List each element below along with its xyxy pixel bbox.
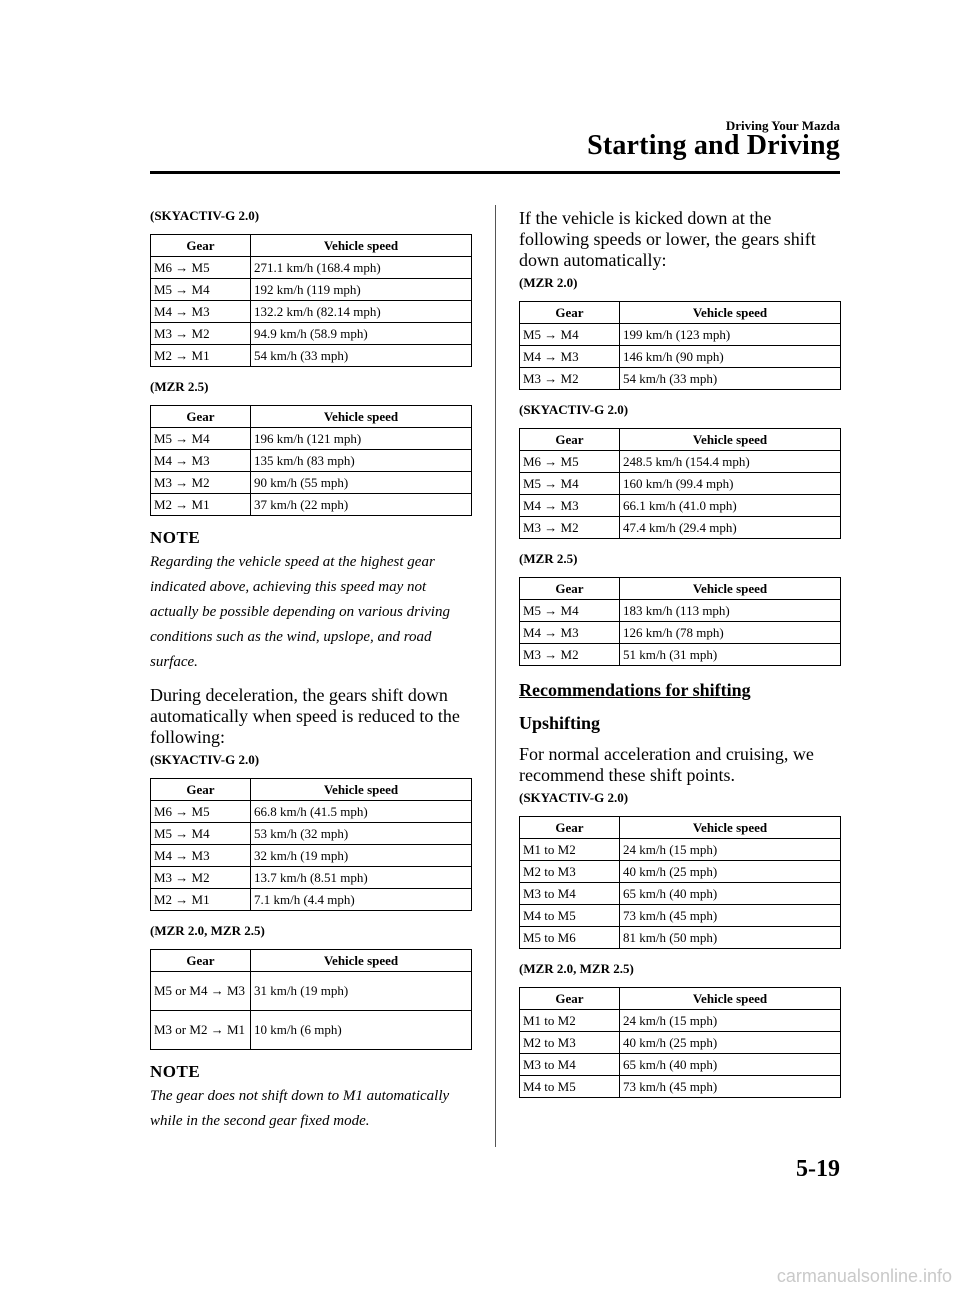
vehicle-speed-cell: 183 km/h (113 mph) bbox=[620, 600, 841, 622]
section-heading: Recommendations for shifting bbox=[519, 680, 751, 700]
table-label: (MZR 2.5) bbox=[519, 551, 578, 566]
gear-cell: M3 → M2 bbox=[520, 644, 620, 666]
gear-cell: M5 → M4 bbox=[151, 823, 251, 845]
gear-header: Gear bbox=[520, 817, 620, 839]
vehicle-speed-cell: 40 km/h (25 mph) bbox=[620, 1032, 841, 1054]
gear-cell: M3 to M4 bbox=[520, 1054, 620, 1076]
vehicle-speed-cell: 24 km/h (15 mph) bbox=[620, 839, 841, 861]
gear-cell: M4 to M5 bbox=[520, 905, 620, 927]
vehicle-speed-cell: 66.8 km/h (41.5 mph) bbox=[251, 801, 472, 823]
table-label: (MZR 2.5) bbox=[150, 379, 209, 394]
vehicle-speed-cell: 53 km/h (32 mph) bbox=[251, 823, 472, 845]
page-title: Starting and Driving bbox=[587, 130, 840, 161]
vehicle-speed-cell: 47.4 km/h (29.4 mph) bbox=[620, 517, 841, 539]
gear-cell: M5 → M4 bbox=[520, 600, 620, 622]
vehicle-speed-cell: 66.1 km/h (41.0 mph) bbox=[620, 495, 841, 517]
deceleration-text: During deceleration, the gears shift down automatically when speed is reduced to the following: bbox=[150, 685, 460, 747]
vehicle-speed-cell: 73 km/h (45 mph) bbox=[620, 1076, 841, 1098]
table-row bbox=[520, 883, 841, 905]
gear-cell: M6 → M5 bbox=[520, 451, 620, 473]
vehicle-speed-cell: 94.9 km/h (58.9 mph) bbox=[251, 323, 472, 345]
table-row bbox=[151, 845, 472, 867]
page-number: 5-19 bbox=[796, 1156, 840, 1182]
vehicle-speed-header: Vehicle speed bbox=[251, 406, 472, 428]
shift-speed-table bbox=[519, 301, 841, 390]
table-row bbox=[520, 346, 841, 368]
table-label: (SKYACTIV-G 2.0) bbox=[519, 402, 629, 417]
vehicle-speed-cell: 65 km/h (40 mph) bbox=[620, 1054, 841, 1076]
shift-speed-table bbox=[519, 577, 841, 666]
gear-cell: M6 → M5 bbox=[151, 801, 251, 823]
shift-speed-table bbox=[150, 234, 472, 367]
gear-header: Gear bbox=[520, 578, 620, 600]
note-title: NOTE bbox=[150, 1062, 201, 1081]
table-row bbox=[520, 1032, 841, 1054]
gear-cell: M5 → M4 bbox=[151, 428, 251, 450]
shift-speed-table bbox=[519, 816, 841, 949]
gear-cell: M4 to M5 bbox=[520, 1076, 620, 1098]
table-row bbox=[520, 473, 841, 495]
shift-speed-table bbox=[150, 405, 472, 516]
vehicle-speed-cell: 132.2 km/h (82.14 mph) bbox=[251, 301, 472, 323]
section-subtitle: Driving Your Mazda bbox=[725, 118, 840, 133]
table-row bbox=[151, 972, 472, 1011]
header-rule bbox=[150, 171, 840, 174]
vehicle-speed-cell: 271.1 km/h (168.4 mph) bbox=[251, 257, 472, 279]
table-row bbox=[520, 861, 841, 883]
gear-header: Gear bbox=[151, 235, 251, 257]
table-row bbox=[520, 368, 841, 390]
gear-cell: M1 to M2 bbox=[520, 1010, 620, 1032]
table-row bbox=[151, 472, 472, 494]
table-row bbox=[151, 1011, 472, 1050]
gear-cell: M3 or M2 → M1 bbox=[151, 1011, 251, 1050]
vehicle-speed-cell: 199 km/h (123 mph) bbox=[620, 324, 841, 346]
vehicle-speed-header: Vehicle speed bbox=[620, 429, 841, 451]
vehicle-speed-header: Vehicle speed bbox=[620, 988, 841, 1010]
vehicle-speed-cell: 40 km/h (25 mph) bbox=[620, 861, 841, 883]
table-row bbox=[520, 1010, 841, 1032]
gear-cell: M3 → M2 bbox=[151, 867, 251, 889]
gear-header: Gear bbox=[520, 302, 620, 324]
table-row bbox=[151, 345, 472, 367]
table-row bbox=[520, 1076, 841, 1098]
vehicle-speed-cell: 37 km/h (22 mph) bbox=[251, 494, 472, 516]
note-body: The gear does not shift down to M1 automatically while in the second gear fixed mode. bbox=[150, 1088, 450, 1129]
table-label: (MZR 2.0, MZR 2.5) bbox=[519, 961, 634, 976]
table-row bbox=[151, 801, 472, 823]
vehicle-speed-cell: 7.1 km/h (4.4 mph) bbox=[251, 889, 472, 911]
column-divider bbox=[495, 205, 496, 1147]
shift-speed-table bbox=[150, 778, 472, 911]
gear-cell: M2 → M1 bbox=[151, 889, 251, 911]
table-row bbox=[151, 301, 472, 323]
table-row bbox=[151, 823, 472, 845]
gear-cell: M3 → M2 bbox=[151, 323, 251, 345]
vehicle-speed-cell: 126 km/h (78 mph) bbox=[620, 622, 841, 644]
note-body: Regarding the vehicle speed at the highest gear indicated above, achieving this speed may not actually be possible depending on various driving conditions such as the wind, upslope, and road surface. bbox=[150, 554, 450, 670]
table-label: (SKYACTIV-G 2.0) bbox=[519, 790, 629, 805]
table-row bbox=[520, 324, 841, 346]
vehicle-speed-header: Vehicle speed bbox=[251, 950, 472, 972]
table-row bbox=[151, 889, 472, 911]
table-row bbox=[151, 494, 472, 516]
gear-header: Gear bbox=[151, 950, 251, 972]
gear-cell: M6 → M5 bbox=[151, 257, 251, 279]
left-column bbox=[150, 208, 472, 1144]
vehicle-speed-cell: 146 km/h (90 mph) bbox=[620, 346, 841, 368]
shift-speed-table bbox=[150, 949, 472, 1050]
vehicle-speed-cell: 160 km/h (99.4 mph) bbox=[620, 473, 841, 495]
vehicle-speed-cell: 196 km/h (121 mph) bbox=[251, 428, 472, 450]
subsection-heading: Upshifting bbox=[519, 713, 601, 733]
vehicle-speed-cell: 31 km/h (19 mph) bbox=[251, 972, 472, 1011]
gear-cell: M2 to M3 bbox=[520, 1032, 620, 1054]
vehicle-speed-cell: 54 km/h (33 mph) bbox=[251, 345, 472, 367]
table-row bbox=[520, 517, 841, 539]
vehicle-speed-cell: 135 km/h (83 mph) bbox=[251, 450, 472, 472]
gear-cell: M4 → M3 bbox=[520, 346, 620, 368]
gear-cell: M5 → M4 bbox=[151, 279, 251, 301]
vehicle-speed-cell: 24 km/h (15 mph) bbox=[620, 1010, 841, 1032]
table-row bbox=[151, 323, 472, 345]
gear-cell: M4 → M3 bbox=[520, 495, 620, 517]
table-row bbox=[151, 867, 472, 889]
gear-cell: M3 → M2 bbox=[151, 472, 251, 494]
gear-cell: M5 → M4 bbox=[520, 324, 620, 346]
gear-cell: M3 → M2 bbox=[520, 517, 620, 539]
gear-cell: M5 → M4 bbox=[520, 473, 620, 495]
note-title: NOTE bbox=[150, 528, 201, 547]
table-row bbox=[520, 600, 841, 622]
table-label: (MZR 2.0, MZR 2.5) bbox=[150, 923, 265, 938]
gear-cell: M4 → M3 bbox=[151, 450, 251, 472]
gear-header: Gear bbox=[151, 779, 251, 801]
gear-cell: M2 → M1 bbox=[151, 345, 251, 367]
table-row bbox=[151, 450, 472, 472]
gear-cell: M2 to M3 bbox=[520, 861, 620, 883]
right-column bbox=[519, 208, 841, 1110]
vehicle-speed-cell: 248.5 km/h (154.4 mph) bbox=[620, 451, 841, 473]
table-row bbox=[520, 927, 841, 949]
table-row bbox=[520, 644, 841, 666]
table-row bbox=[520, 839, 841, 861]
gear-cell: M5 or M4 → M3 bbox=[151, 972, 251, 1011]
vehicle-speed-header: Vehicle speed bbox=[251, 779, 472, 801]
gear-cell: M4 → M3 bbox=[151, 845, 251, 867]
table-row bbox=[520, 495, 841, 517]
vehicle-speed-cell: 10 km/h (6 mph) bbox=[251, 1011, 472, 1050]
vehicle-speed-cell: 54 km/h (33 mph) bbox=[620, 368, 841, 390]
upshift-text: For normal acceleration and cruising, we recommend these shift points. bbox=[519, 744, 814, 785]
vehicle-speed-cell: 51 km/h (31 mph) bbox=[620, 644, 841, 666]
shift-speed-table bbox=[519, 987, 841, 1098]
gear-cell: M4 → M3 bbox=[520, 622, 620, 644]
table-row bbox=[151, 279, 472, 301]
table-label: (SKYACTIV-G 2.0) bbox=[150, 752, 260, 767]
table-row bbox=[520, 1054, 841, 1076]
gear-cell: M3 to M4 bbox=[520, 883, 620, 905]
vehicle-speed-header: Vehicle speed bbox=[251, 235, 472, 257]
vehicle-speed-cell: 32 km/h (19 mph) bbox=[251, 845, 472, 867]
table-row bbox=[151, 428, 472, 450]
gear-cell: M5 to M6 bbox=[520, 927, 620, 949]
table-row bbox=[520, 622, 841, 644]
vehicle-speed-header: Vehicle speed bbox=[620, 578, 841, 600]
table-row bbox=[151, 257, 472, 279]
gear-header: Gear bbox=[520, 429, 620, 451]
vehicle-speed-cell: 65 km/h (40 mph) bbox=[620, 883, 841, 905]
table-label: (MZR 2.0) bbox=[519, 275, 578, 290]
table-label: (SKYACTIV-G 2.0) bbox=[150, 208, 260, 223]
vehicle-speed-header: Vehicle speed bbox=[620, 817, 841, 839]
gear-cell: M2 → M1 bbox=[151, 494, 251, 516]
vehicle-speed-cell: 192 km/h (119 mph) bbox=[251, 279, 472, 301]
gear-cell: M1 to M2 bbox=[520, 839, 620, 861]
vehicle-speed-cell: 90 km/h (55 mph) bbox=[251, 472, 472, 494]
table-row bbox=[520, 451, 841, 473]
vehicle-speed-cell: 73 km/h (45 mph) bbox=[620, 905, 841, 927]
gear-header: Gear bbox=[520, 988, 620, 1010]
watermark: carmanualsonline.info bbox=[776, 1266, 952, 1286]
shift-speed-table bbox=[519, 428, 841, 539]
gear-cell: M3 → M2 bbox=[520, 368, 620, 390]
gear-cell: M4 → M3 bbox=[151, 301, 251, 323]
vehicle-speed-cell: 81 km/h (50 mph) bbox=[620, 927, 841, 949]
kickdown-text: If the vehicle is kicked down at the following speeds or lower, the gears shift down automatically: bbox=[519, 208, 816, 270]
vehicle-speed-cell: 13.7 km/h (8.51 mph) bbox=[251, 867, 472, 889]
table-row bbox=[520, 905, 841, 927]
vehicle-speed-header: Vehicle speed bbox=[620, 302, 841, 324]
gear-header: Gear bbox=[151, 406, 251, 428]
